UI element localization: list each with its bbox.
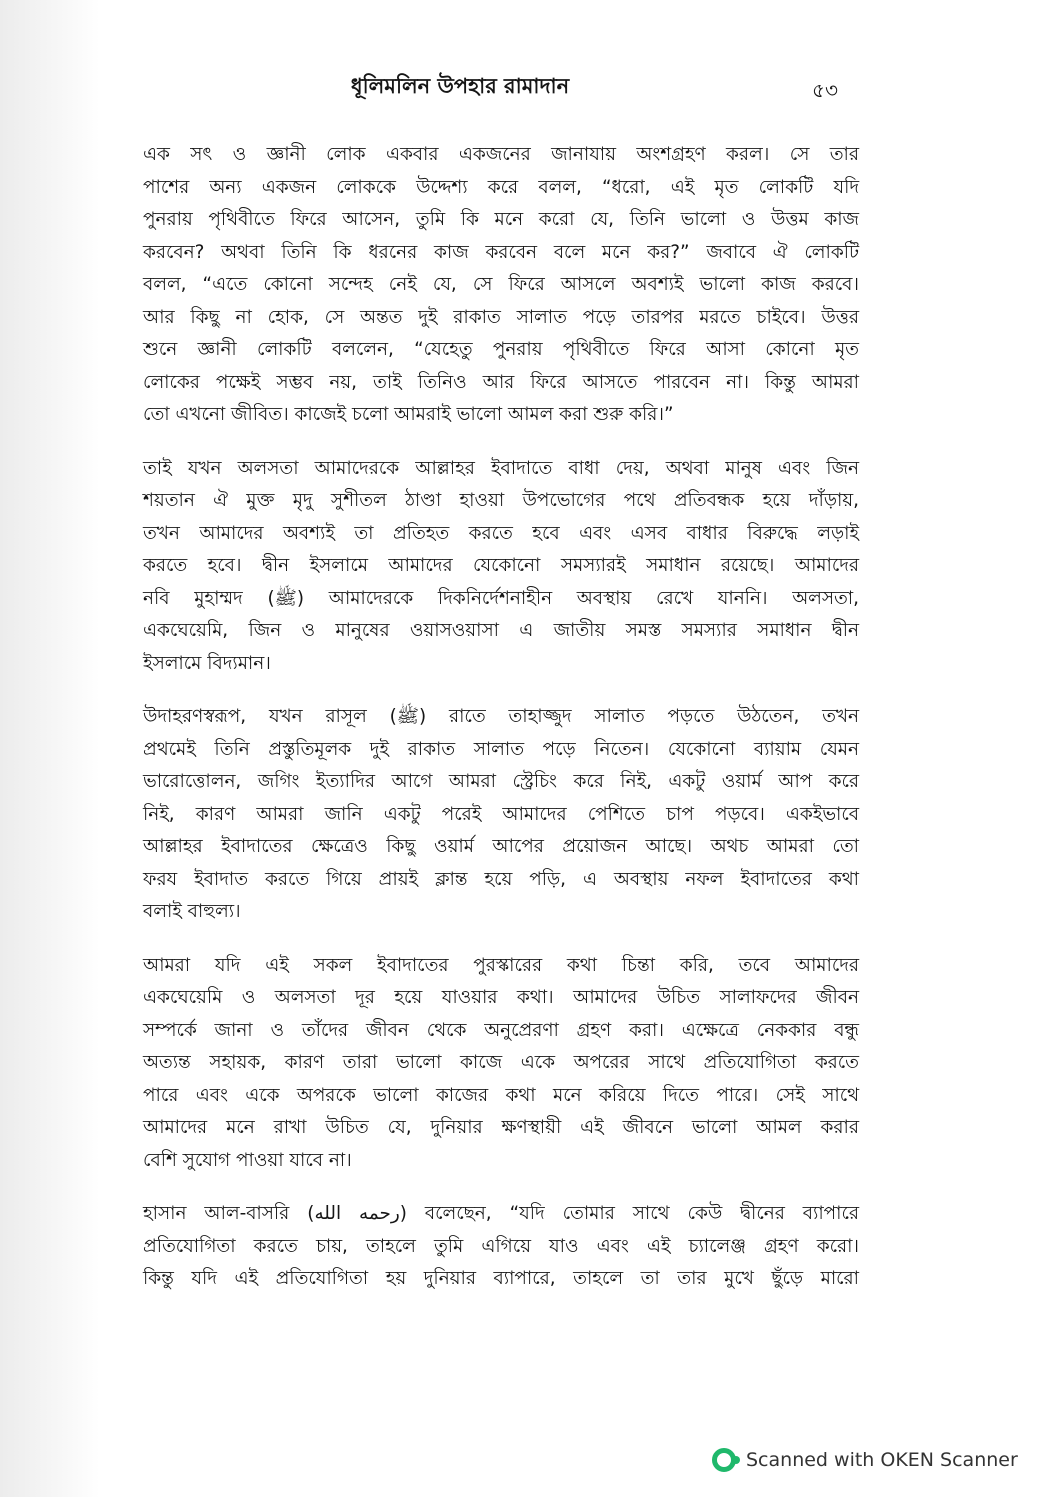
text-line: আমাদের মনে রাখা উচিত যে, দুনিয়ার ক্ষণস্থায়ী এই জীবনে ভালো আমল করার (143, 1117, 859, 1138)
text-line: আল্লাহর ইবাদাতের ক্ষেত্রেও কিছু ওয়ার্ম আপের প্রয়োজন আছে। অথচ আমরা তো (143, 836, 859, 857)
paragraph (143, 453, 859, 681)
text-line: এক সৎ ও জ্ঞানী লোক একবার একজনের জানাযায় অংশগ্রহণ করল। সে তার (143, 144, 859, 165)
text-line: তো এখনো জীবিত। কাজেই চলো আমরাই ভালো আমল করা শুরু করি।” (143, 404, 674, 425)
page-edge-shadow (0, 0, 100, 1497)
text-line: আর কিছু না হোক, সে অন্তত দুই রাকাত সালাত পড়ে তারপর মরতে চাইবে। উত্তর (143, 306, 859, 328)
text-line: একঘেয়েমি, জিন ও মানুষের ওয়াসওয়াসা এ জাতীয় সমস্ত সমস্যার সমাধান দ্বীন (143, 620, 859, 641)
text-line: পাশের অন্য একজন লোককে উদ্দেশ্য করে বলল, “ধরো, এই মৃত লোকটি যদি (143, 176, 859, 198)
paragraph (143, 139, 859, 432)
paragraph (143, 1198, 859, 1296)
text-line: বলল, “এতে কোনো সন্দেহ নেই যে, সে ফিরে আসলে অবশ্যই ভালো কাজ করবে। (143, 274, 859, 295)
text-line: শয়তান ঐ মুক্ত মৃদু সুশীতল ঠাণ্ডা হাওয়া উপভোগের পথে প্রতিবন্ধক হয়ে দাঁড়ায়, (143, 490, 859, 511)
text-line: উদাহরণস্বরূপ, যখন রাসূল (ﷺ) রাতে তাহাজ্জুদ সালাত পড়তে উঠতেন, তখন (143, 706, 859, 727)
text-line: বেশি সুযোগ পাওয়া যাবে না। (143, 1149, 352, 1171)
text-line: লোকের পক্ষেই সম্ভব নয়, তাই তিনিও আর ফিরে আসতে পারবেন না। কিন্তু আমরা (143, 371, 859, 393)
text-line: প্রথমেই তিনি প্রস্তুতিমূলক দুই রাকাত সালাত পড়ে নিতেন। যেকোনো ব্যায়াম যেমন (143, 738, 859, 760)
text-line: আমরা যদি এই সকল ইবাদাতের পুরস্কারের কথা চিন্তা করি, তবে আমাদের (143, 954, 859, 976)
body-text (143, 139, 859, 1317)
text-line: অত্যন্ত সহায়ক, কারণ তারা ভালো কাজে একে অপরের সাথে প্রতিযোগিতা করতে (143, 1052, 859, 1073)
text-line: তাই যখন অলসতা আমাদেরকে আল্লাহর ইবাদাতে বাধা দেয়, অথবা মানুষ এবং জিন (143, 457, 859, 479)
text-line: ফরয ইবাদাত করতে গিয়ে প্রায়ই ক্লান্ত হয়ে পড়ি, এ অবস্থায় নফল ইবাদাতের কথা (143, 868, 859, 890)
paragraph (143, 701, 859, 929)
text-line: শুনে জ্ঞানী লোকটি বললেন, “যেহেতু পুনরায় পৃথিবীতে ফিরে আসা কোনো মৃত (143, 339, 859, 360)
text-line: পারে এবং একে অপরকে ভালো কাজের কথা মনে করিয়ে দিতে পারে। সেই সাথে (143, 1084, 859, 1106)
oken-scanner-logo-icon (712, 1448, 736, 1472)
text-line: করবেন? অথবা তিনি কি ধরনের কাজ করবেন বলে মনে কর?” জবাবে ঐ লোকটি (143, 241, 859, 263)
text-line: নবি মুহাম্মদ (ﷺ) আমাদেরকে দিকনির্দেশনাহীন অবস্থায় রেখে যাননি। অলসতা, (143, 587, 859, 609)
text-line: নিই, কারণ আমরা জানি একটু পরেই আমাদের পেশিতে চাপ পড়বে। একইভাবে (143, 803, 859, 825)
text-line: পুনরায় পৃথিবীতে ফিরে আসেন, তুমি কি মনে করো যে, তিনি ভালো ও উত্তম কাজ (143, 209, 859, 230)
text-line: ইসলামে বিদ্যমান। (143, 652, 271, 674)
text-line: তখন আমাদের অবশ্যই তা প্রতিহত করতে হবে এবং এসব বাধার বিরুদ্ধে লড়াই (143, 522, 859, 544)
text-line: প্রতিযোগিতা করতে চায়, তাহলে তুমি এগিয়ে যাও এবং এই চ্যালেঞ্জ গ্রহণ করো। (143, 1235, 859, 1257)
text-line: ভারোত্তোলন, জগিং ইত্যাদির আগে আমরা স্ট্রেচিং করে নিই, একটু ওয়ার্ম আপ করে (143, 771, 859, 792)
text-line: করতে হবে। দ্বীন ইসলামে আমাদের যেকোনো সমস্যারই সমাধান রয়েছে। আমাদের (143, 555, 859, 576)
text-line: বলাই বাহুল্য। (143, 901, 241, 922)
text-line: হাসান আল-বাসরি (رحمه الله) বলেছেন, “যদি তোমার সাথে কেউ দ্বীনের ব্যাপারে (143, 1203, 859, 1224)
running-header-title: ধূলিমলিন উপহার রামাদান (350, 74, 570, 98)
paragraph (143, 950, 859, 1178)
text-line: একঘেয়েমি ও অলসতা দূর হয়ে যাওয়ার কথা। আমাদের উচিত সালাফদের জীবন (143, 987, 859, 1008)
text-line: সম্পর্কে জানা ও তাঁদের জীবন থেকে অনুপ্রেরণা গ্রহণ করা। এক্ষেত্রে নেককার বন্ধু (143, 1019, 859, 1041)
scanner-watermark (712, 1448, 1018, 1472)
page-number: ৫৩ (812, 78, 838, 102)
text-line: কিন্তু যদি এই প্রতিযোগিতা হয় দুনিয়ার ব্যাপারে, তাহলে তা তার মুখে ছুঁড়ে মারো (143, 1268, 859, 1289)
scanner-watermark-text: Scanned with OKEN Scanner (746, 1449, 1018, 1471)
